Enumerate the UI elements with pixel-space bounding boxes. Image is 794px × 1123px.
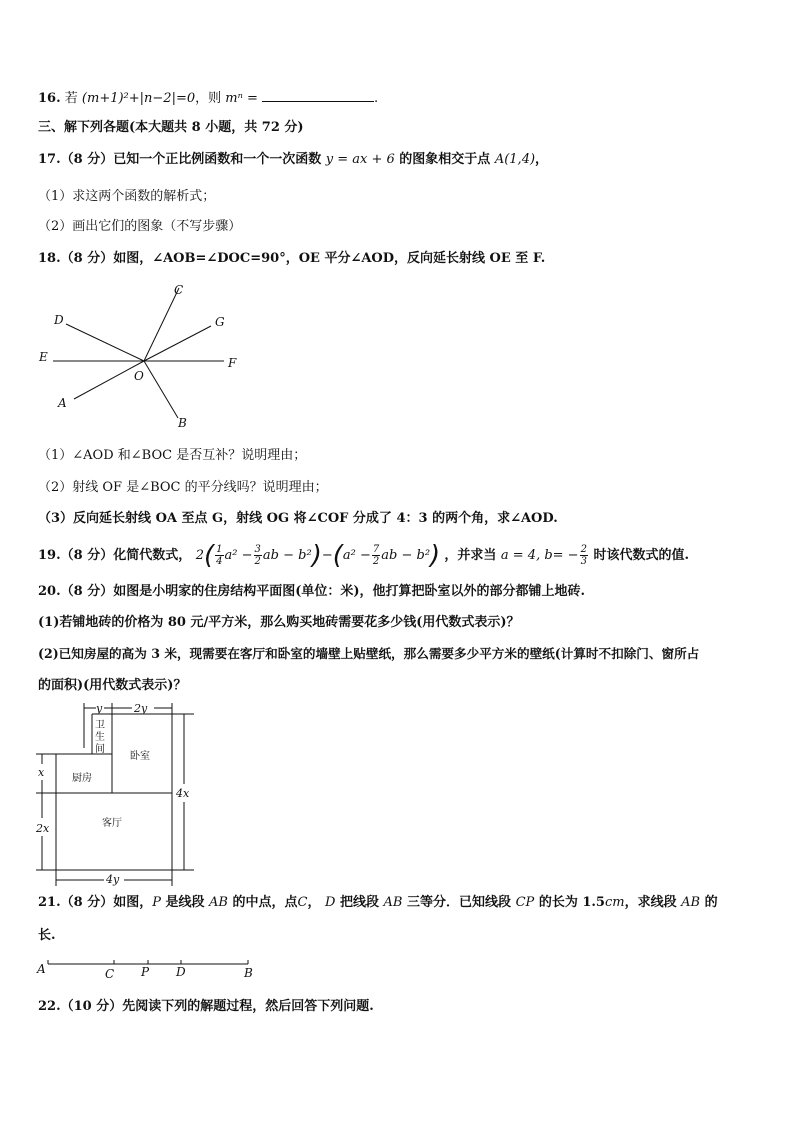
q17-point: A(1,4) <box>494 152 536 167</box>
q21-text4: 三等分．已知线段 <box>407 895 512 910</box>
kitchen-label: 厨房 <box>72 773 92 784</box>
q18-angle-figure <box>36 278 246 433</box>
q16-text-b: ，则 <box>195 91 222 106</box>
q20-sub2-a: (2)已知房屋的高为 3 米，现需要在客厅和卧室的墙壁上贴壁纸，那么需要多少平方米的壁纸(计算时不扣除门、窗所占 <box>38 646 700 661</box>
q19-term3: a² − <box>342 548 371 563</box>
q19-term4: ab − b² <box>381 548 431 563</box>
q17-sub2: （2）画出它们的图象（不写步骤） <box>38 219 242 234</box>
q21-text1: 是线段 <box>165 895 205 910</box>
q17-stem-a: 17.（8 分）已知一个正比例函数和一个一次函数 <box>38 152 322 167</box>
q20-floor-plan <box>34 700 199 888</box>
q21-ab-2: AB <box>383 895 403 910</box>
q20-stem: 20.（8 分）如图是小明家的住房结构平面图(单位：米)，他打算把卧室以外的部分都铺上地砖. <box>38 584 586 599</box>
q19-frac4: $\frac{2}{3}$ <box>580 544 587 567</box>
q21-d: D <box>325 895 336 910</box>
q18-sub3: （3）反向延长射线 OA 至点 G，射线 OG 将∠COF 分成了 4：3 的两个角，求∠AOD. <box>38 511 558 526</box>
q16-number: 16. <box>38 91 61 106</box>
q19-stem-b: ，并求当 <box>444 548 497 563</box>
q21-text2: 的中点，点 <box>232 895 298 910</box>
question-16 <box>38 89 378 108</box>
q16-answer-blank[interactable] <box>262 89 374 102</box>
q21-unit: cm <box>604 895 625 910</box>
q19-condition: a = 4, b= − $\frac{2}{3}$ <box>500 544 587 567</box>
q21-segment-figure <box>36 955 258 981</box>
seg-label-c: C <box>105 967 115 981</box>
q20-sub1: (1)若铺地砖的价格为 80 元/平方米，那么购买地砖需要花多少钱(用代数式表示)？ <box>38 615 520 630</box>
seg-label-d: D <box>176 965 186 979</box>
label-a: A <box>58 396 67 410</box>
q21-ab: AB <box>209 895 228 910</box>
q22-stem: 22.（10 分）先阅读下列的解题过程，然后回答下列问题. <box>38 999 374 1014</box>
q19-term2: ab − b² <box>262 548 312 563</box>
bathroom-char-2: 生 <box>95 732 105 743</box>
label-b: B <box>178 416 187 430</box>
q16-end: . <box>374 91 379 106</box>
q19-term1: a² − <box>224 548 253 563</box>
q17-stem-b: 的图象相交于点 <box>399 152 491 167</box>
ray-og <box>144 326 211 361</box>
bathroom-char-3: 间 <box>95 744 105 755</box>
q21-comma: ， <box>307 895 321 910</box>
q19-expression: 2( $\frac{1}{4}$ a² − $\frac{3}{2}$ ab − b²)−(a² − $\frac{7}{2}$ ab − b²) <box>195 540 441 571</box>
q19-stem-a: 19.（8 分）化简代数式， <box>38 548 192 563</box>
seg-label-p: P <box>141 965 150 979</box>
q21-length: 1.5 <box>582 895 605 910</box>
ray-oc <box>144 288 179 361</box>
q19-frac3: $\frac{7}{2}$ <box>372 544 380 567</box>
label-d: D <box>54 313 64 327</box>
seg-label-b: B <box>244 966 253 980</box>
bathroom-char-1: 卫 <box>95 720 105 731</box>
q16-equation: (m+1)²+|n−2|=0 <box>81 91 196 106</box>
dim-top-right: 2y <box>134 702 148 715</box>
label-c: C <box>174 283 184 297</box>
q17-function: y = ax + 6 <box>325 152 395 167</box>
q21-stem-a: 21.（8 分）如图， <box>38 895 153 910</box>
q19-frac2: $\frac{3}{2}$ <box>254 544 261 567</box>
q19-coef: 2 <box>195 548 205 563</box>
q20-sub2-b: 的面积)(用代数式表示)？ <box>38 678 187 693</box>
q21-ab-3: AB <box>681 895 701 910</box>
question-17 <box>38 151 548 169</box>
label-e: E <box>39 350 48 364</box>
q21-text5: 的长为 <box>538 895 578 910</box>
dim-right: 4x <box>176 787 190 800</box>
label-g: G <box>215 315 225 329</box>
q17-stem-c: ， <box>535 152 549 167</box>
q19-frac1: $\frac{1}{4}$ <box>216 544 223 567</box>
dim-bottom: 4y <box>106 873 120 886</box>
q21-line2: 长. <box>38 928 56 943</box>
q21-p: P <box>152 895 161 910</box>
section-title: 三、解下列各题(本大题共 8 小题，共 72 分) <box>38 120 304 135</box>
q21-c: C <box>297 895 308 910</box>
q17-sub1: （1）求这两个函数的解析式； <box>38 189 216 204</box>
q19-minus: − <box>321 548 333 563</box>
ray-ob <box>144 361 178 418</box>
q21-text7: 的 <box>704 895 718 910</box>
dim-top-left: y <box>96 702 103 715</box>
q16-expression: mⁿ = <box>225 91 258 106</box>
bedroom-label: 卧室 <box>130 751 150 762</box>
q21-text6: ，求线段 <box>624 895 677 910</box>
seg-label-a: A <box>37 962 46 976</box>
dim-left-top: x <box>38 766 45 779</box>
label-f: F <box>228 356 237 370</box>
q19-stem-c: 时该代数式的值. <box>593 548 690 563</box>
label-o: O <box>134 369 144 383</box>
question-19 <box>38 540 690 571</box>
q18-sub1: （1）∠AOD 和∠BOC 是否互补？说明理由； <box>38 448 307 463</box>
q16-text-a: 若 <box>64 91 78 106</box>
question-21 <box>38 894 718 912</box>
q21-text3: 把线段 <box>340 895 380 910</box>
ray-od <box>66 324 144 361</box>
dim-left-bottom: 2x <box>36 822 50 835</box>
living-label: 客厅 <box>102 818 122 829</box>
q18-sub2: （2）射线 OF 是∠BOC 的平分线吗？说明理由； <box>38 480 328 495</box>
q18-stem: 18.（8 分）如图，∠AOB=∠DOC=90°，OE 平分∠AOD，反向延长射线 OE 至 F. <box>38 251 546 266</box>
q21-cp: CP <box>515 895 535 910</box>
